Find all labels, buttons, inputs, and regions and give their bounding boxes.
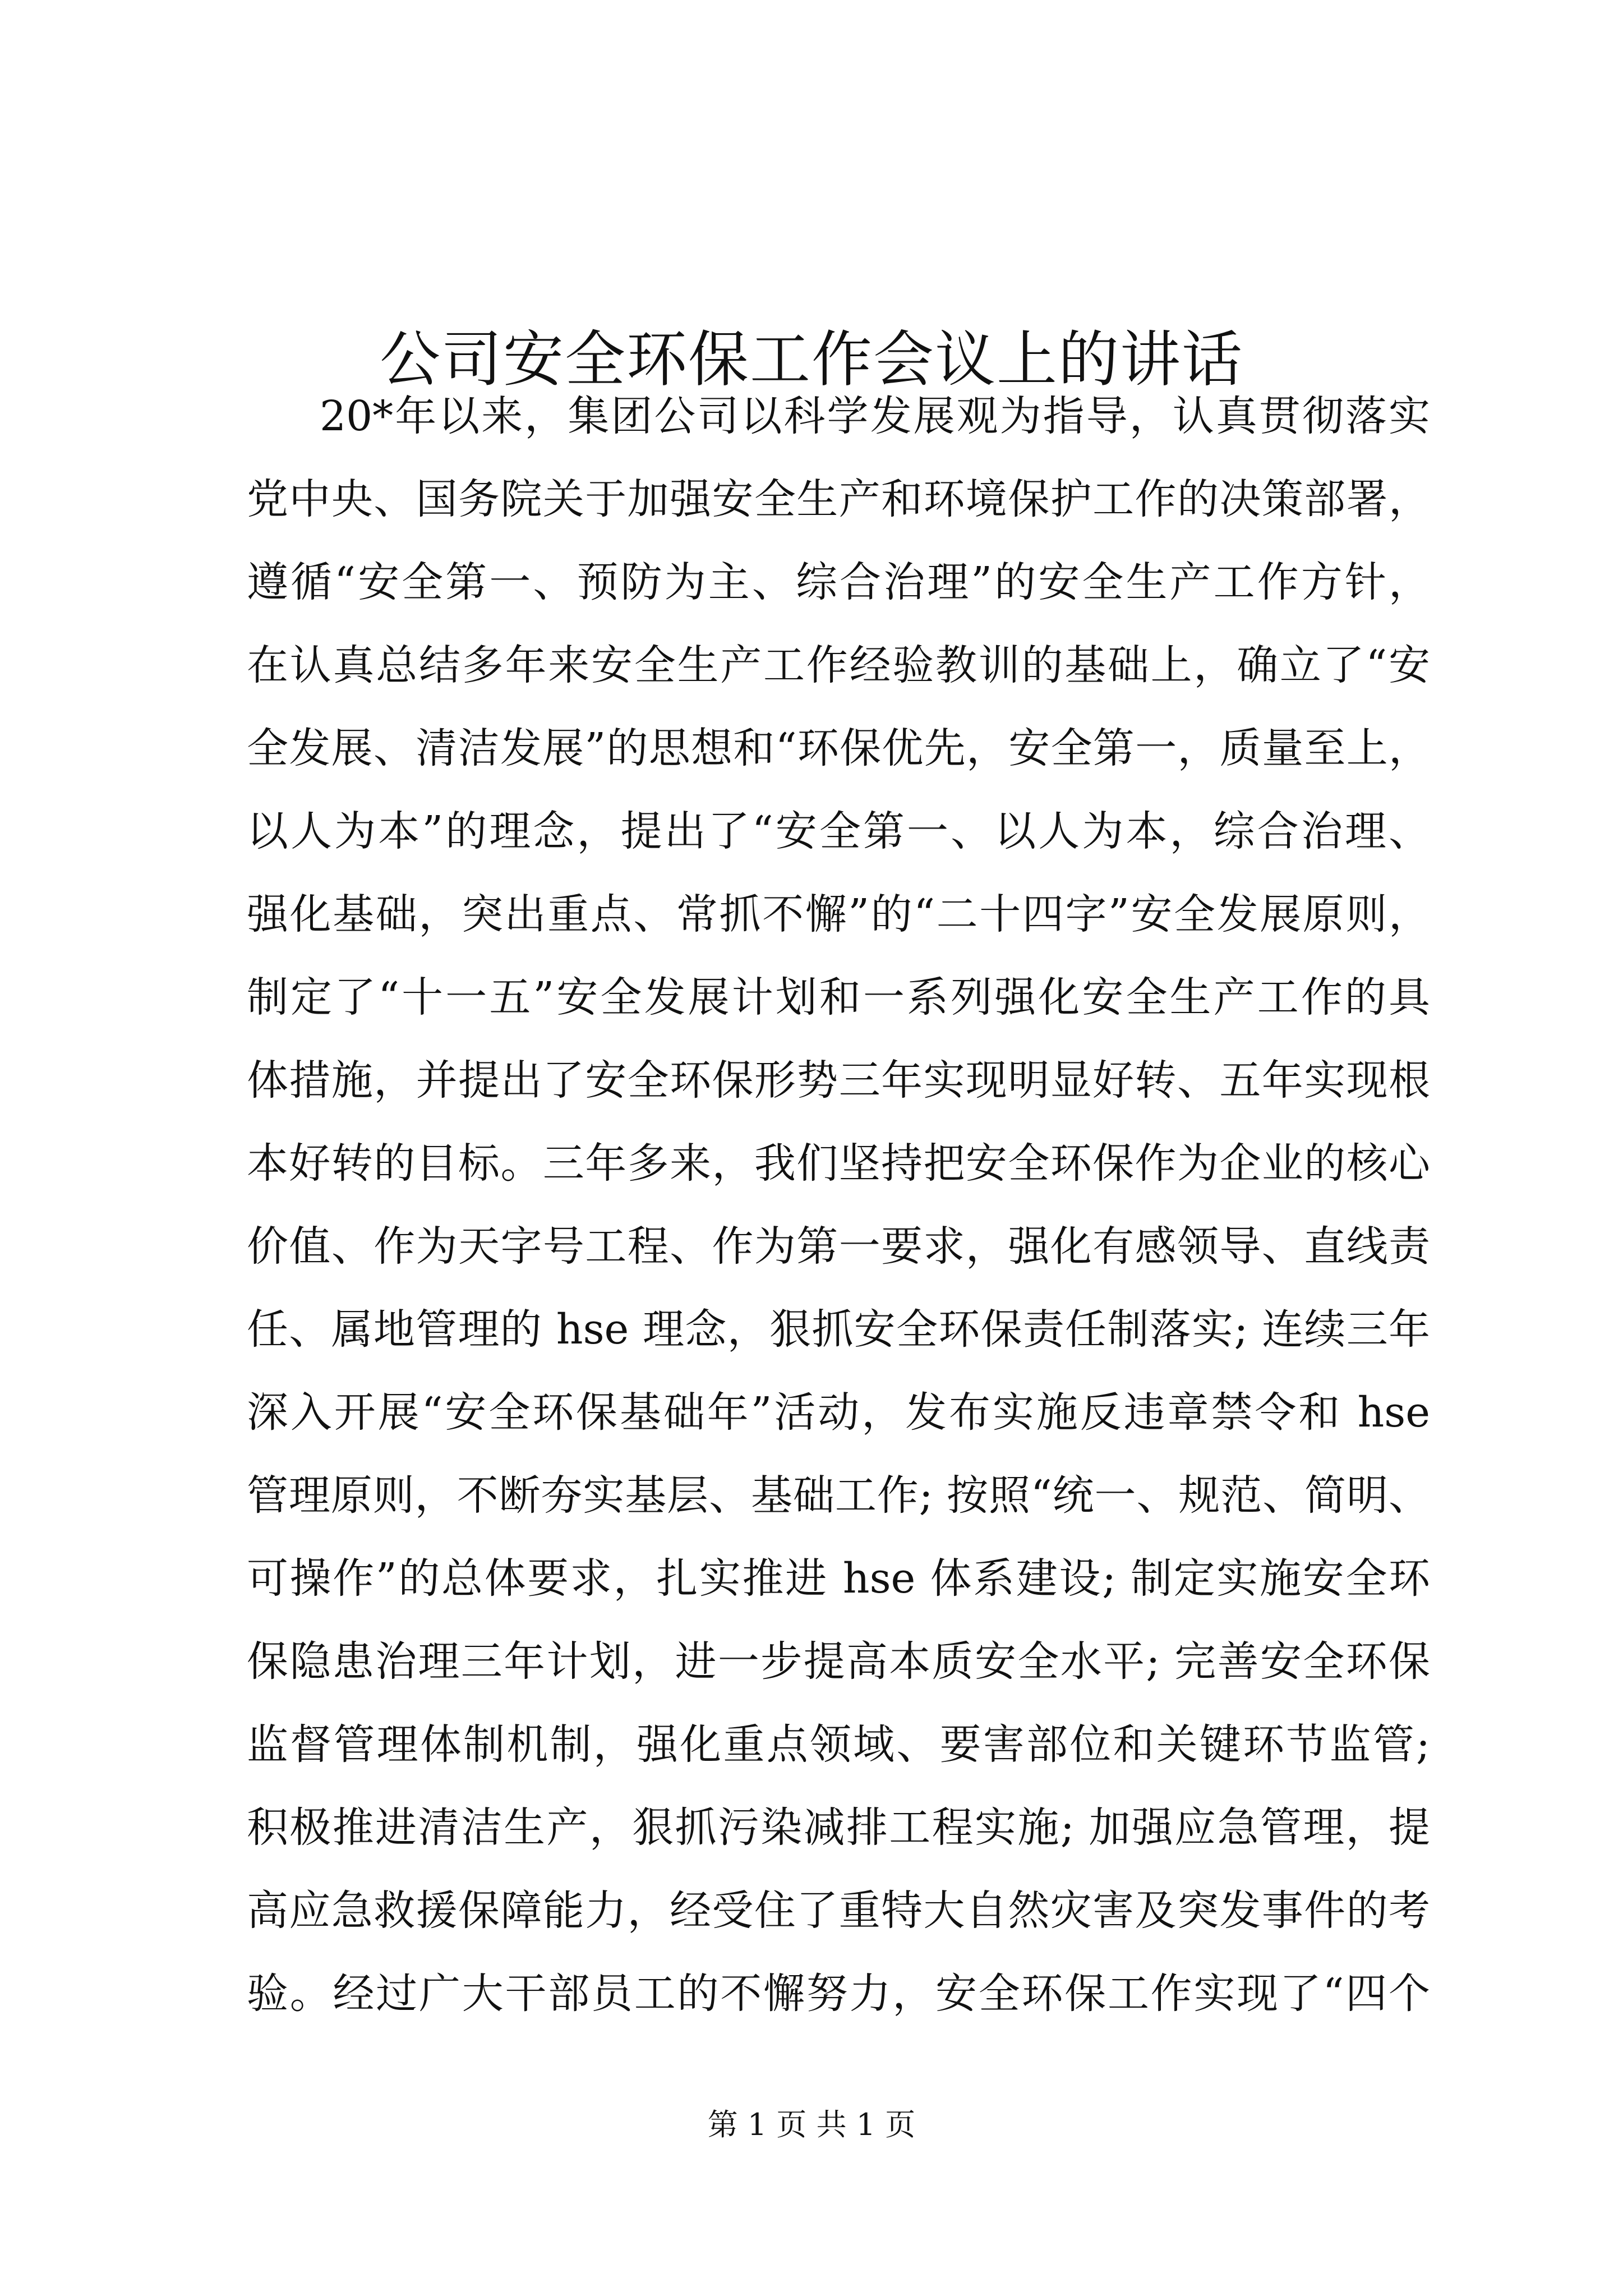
- body-line: 高应急救援保障能力，经受住了重特大自然灾害及突发事件的考: [247, 1887, 1430, 1935]
- body-line: 验。经过广大干部员工的不懈努力，安全环保工作实现了“四个: [247, 1970, 1430, 2018]
- document-title: 公司安全环保工作会议上的讲话: [379, 325, 1243, 395]
- body-line: 深入开展“安全环保基础年”活动，发布实施反违章禁令和 hse: [247, 1388, 1430, 1437]
- body-line: 保隐患治理三年计划，进一步提高本质安全水平; 完善安全环保: [247, 1637, 1430, 1686]
- body-line: 可操作”的总体要求，扎实推进 hse 体系建设; 制定实施安全环: [247, 1554, 1430, 1603]
- body-line: 全发展、清洁发展”的思想和“环保优先，安全第一，质量至上，: [247, 724, 1430, 772]
- body-line: 20*年以来，集团公司以科学发展观为指导，认真贯彻落实: [320, 392, 1430, 440]
- body-line: 体措施，并提出了安全环保形势三年实现明显好转、五年实现根: [247, 1056, 1430, 1105]
- body-line: 本好转的目标。三年多来，我们坚持把安全环保作为企业的核心: [247, 1139, 1430, 1188]
- body-line: 以人为本”的理念，提出了“安全第一、以人为本，综合治理、: [247, 807, 1430, 855]
- body-line: 强化基础，突出重点、常抓不懈”的“二十四字”安全发展原则，: [247, 890, 1430, 938]
- body-line: 在认真总结多年来安全生产工作经验教训的基础上，确立了“安: [247, 641, 1430, 689]
- body-line: 遵循“安全第一、预防为主、综合治理”的安全生产工作方针，: [247, 558, 1430, 606]
- body-line: 监督管理体制机制，强化重点领域、要害部位和关键环节监管;: [247, 1720, 1430, 1769]
- body-line: 党中央、国务院关于加强安全生产和环境保护工作的决策部署，: [247, 475, 1430, 523]
- body-line: 积极推进清洁生产，狠抓污染减排工程实施; 加强应急管理，提: [247, 1803, 1430, 1852]
- body-line: 管理原则，不断夯实基层、基础工作; 按照“统一、规范、简明、: [247, 1471, 1430, 1520]
- body-line: 任、属地管理的 hse 理念，狠抓安全环保责任制落实; 连续三年: [247, 1305, 1430, 1354]
- body-line: 价值、作为天字号工程、作为第一要求，强化有感领导、直线责: [247, 1222, 1430, 1271]
- body-line: 制定了“十一五”安全发展计划和一系列强化安全生产工作的具: [247, 973, 1430, 1022]
- document-body: [247, 375, 1430, 2035]
- page-number-footer: 第 1 页 共 1 页: [707, 2107, 916, 2142]
